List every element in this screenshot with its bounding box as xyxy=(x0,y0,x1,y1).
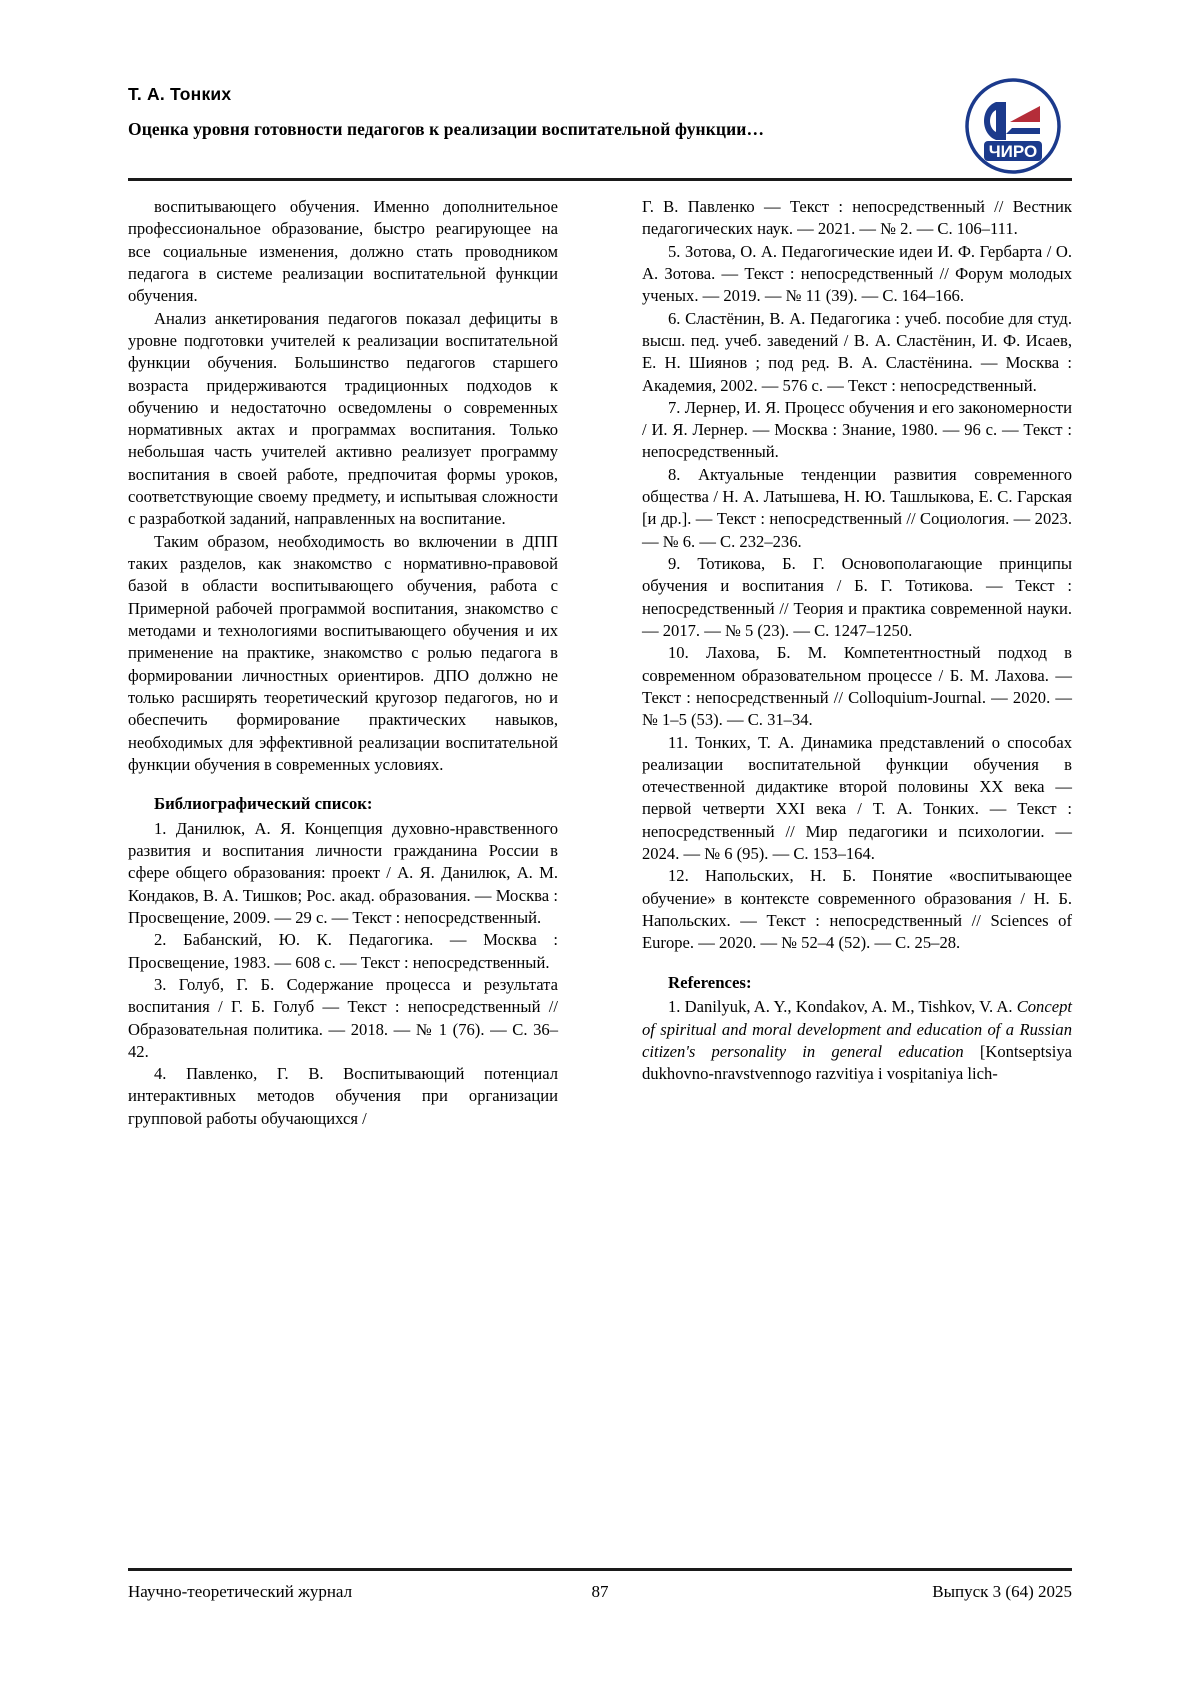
reference-item: 4. Павленко, Г. В. Воспитывающий потенциал интерактивных методов обучения при организации групповой работы обучающихся / xyxy=(128,1064,558,1128)
reference-item-en xyxy=(642,996,1072,1085)
reference-item: 12. Напольских, Н. Б. Понятие «воспитывающее обучение» в контексте современного образования / Н. Б. Напольских. — Текст : непосредственный // Sciences of Europe. — 2020. — № 52–4 (52). — С. 25–28. xyxy=(642,866,1072,953)
reference-item: 6. Сластёнин, В. А. Педагогика : учеб. пособие для студ. высш. пед. учеб. заведений / В. А. Сластёнин, И. Ф. Исаев, Е. Н. Шиянов ; под ред. В. А. Сластёнина. — Москва : Академия, 2002. — 576 с. — Текст : непосредственный. xyxy=(642,308,1072,395)
page-footer xyxy=(128,1582,1072,1602)
right-column xyxy=(642,196,1072,1130)
reference-item: 7. Лернер, И. Я. Процесс обучения и его закономерности / И. Я. Лернер. — Москва : Знание, 1980. — 96 с. — Текст : непосредственный. xyxy=(642,397,1072,462)
page-header xyxy=(128,78,1072,168)
article-title: Оценка уровня готовности педагогов к реализации воспитательной функции… xyxy=(128,119,765,139)
reference-item: 10. Лахова, Б. М. Компетентностный подход в современном образовательном процессе / Б. М. Лахова. — Текст : непосредственный // Colloquium-Journal. — 2020. — № 1–5 (53). — С. 31–34. xyxy=(642,643,1072,730)
reference-item: 9. Тотикова, Б. Г. Основополагающие принципы обучения и воспитания / Б. Г. Тотикова. — Текст : непосредственный // Теория и практика современной науки. — 2017. — № 5 (23). — С. 1247–1250. xyxy=(642,554,1072,640)
article-body xyxy=(128,196,1072,1130)
reference-en-title: Concept of spiritual and moral development and education of a Russian citizen's personality in general education xyxy=(642,997,1072,1061)
chiro-logo xyxy=(954,78,1072,174)
issue-label: Выпуск 3 (64) 2025 xyxy=(932,1582,1072,1601)
reference-item: 3. Голуб, Г. Б. Содержание процесса и результата воспитания / Г. Б. Голуб — Текст : непосредственный // Образовательная политика. — 2018. — № 1 (76). — С. 36–42. xyxy=(128,974,558,1061)
references-heading: References: xyxy=(668,972,752,992)
left-column xyxy=(128,196,558,1130)
reference-en-plain-end: [Kontseptsiya dukhovno-nravstvennogo razvitiya i vospitaniya lich- xyxy=(642,1041,1072,1084)
header-text-block xyxy=(128,84,908,140)
chiro-logo-text: ЧИРО xyxy=(988,142,1038,161)
reference-item-continued: Г. В. Павленко — Текст : непосредственный // Вестник педагогических наук. — 2021. — № 2. — С. 106–111. xyxy=(642,197,1072,239)
page-number: 87 xyxy=(591,1582,609,1601)
author-name: Т. А. Тонких xyxy=(128,84,232,104)
reference-item: 8. Актуальные тенденции развития современного общества / Н. А. Латышева, Н. Ю. Ташлыкова, Е. С. Гарская [и др.]. — Текст : непосредственный // Социология. — 2023. — № 6. — С. 232–236. xyxy=(642,464,1072,551)
reference-en-plain-start: 1. Danilyuk, A. Y., Kondakov, A. M., Tishkov, V. A. xyxy=(668,997,1017,1017)
reference-item: 2. Бабанский, Ю. К. Педагогика. — Москва : Просвещение, 1983. — 608 с. — Текст : непосредственный. xyxy=(128,930,558,972)
paragraph: Анализ анкетирования педагогов показал дефициты в уровне подготовки учителей к реализации воспитательной функции обучения. Большинство педагогов старшего возраста придерживаются традиционных подходов к обучению и недостаточно осведомлены о современных нормативных актах и программах воспитания. Только небольшая часть учителей активно реализует программу воспитания в своей работе, предпочитая формы уроков, соответствующие своему предмету, и испытывая сложности с разработкой заданий, направленных на воспитание. xyxy=(128,308,558,529)
paragraph: Таким образом, необходимость во включении в ДПП таких разделов, как знакомство с нормативно-правовой базой в области воспитывающего обучения, работа с Примерной рабочей программой воспитания, знакомство с методами и технологиями воспитывающего обучения и их применение на практике, знакомство с ролью педагога в формировании личностных ориентиров. ДПО должно не только расширять теоретический кругозор педагогов, но и обеспечить формирование практических навыков, необходимых для эффективной реализации воспитательной функции обучения в современных условиях. xyxy=(128,531,558,774)
reference-item: 5. Зотова, О. А. Педагогические идеи И. Ф. Гербарта / О. А. Зотова. — Текст : непосредственный // Форум молодых ученых. — 2019. — № 11 (39). — С. 164–166. xyxy=(642,241,1072,306)
reference-item: 11. Тонких, Т. А. Динамика представлений о способах реализации воспитательной функции обучения в отечественной дидактике второй половины XX века — первой четверти XXI века / Т. А. Тонких. — Текст : непосредственный // Мир педагогики и психологии. — 2024. — № 6 (95). — С. 153–164. xyxy=(642,732,1072,864)
footer-divider xyxy=(128,1568,1072,1571)
bibliography-heading: Библиографический список: xyxy=(154,794,373,814)
header-divider xyxy=(128,178,1072,181)
paragraph: воспитывающего обучения. Именно дополнительное профессиональное образование, быстро реагирующее на все социальные изменения, должно стать проводником педагога в системе реализации воспитательной функции обучения. xyxy=(128,197,558,306)
journal-name: Научно-теоретический журнал xyxy=(128,1582,353,1601)
reference-item: 1. Данилюк, А. Я. Концепция духовно-нравственного развития и воспитания личности гражданина России в сфере общего образования: проект / А. Я. Данилюк, А. М. Кондаков, В. А. Тишков; Рос. акад. образования. — Москва : Просвещение, 2009. — 29 с. — Текст : непосредственный. xyxy=(128,818,558,927)
